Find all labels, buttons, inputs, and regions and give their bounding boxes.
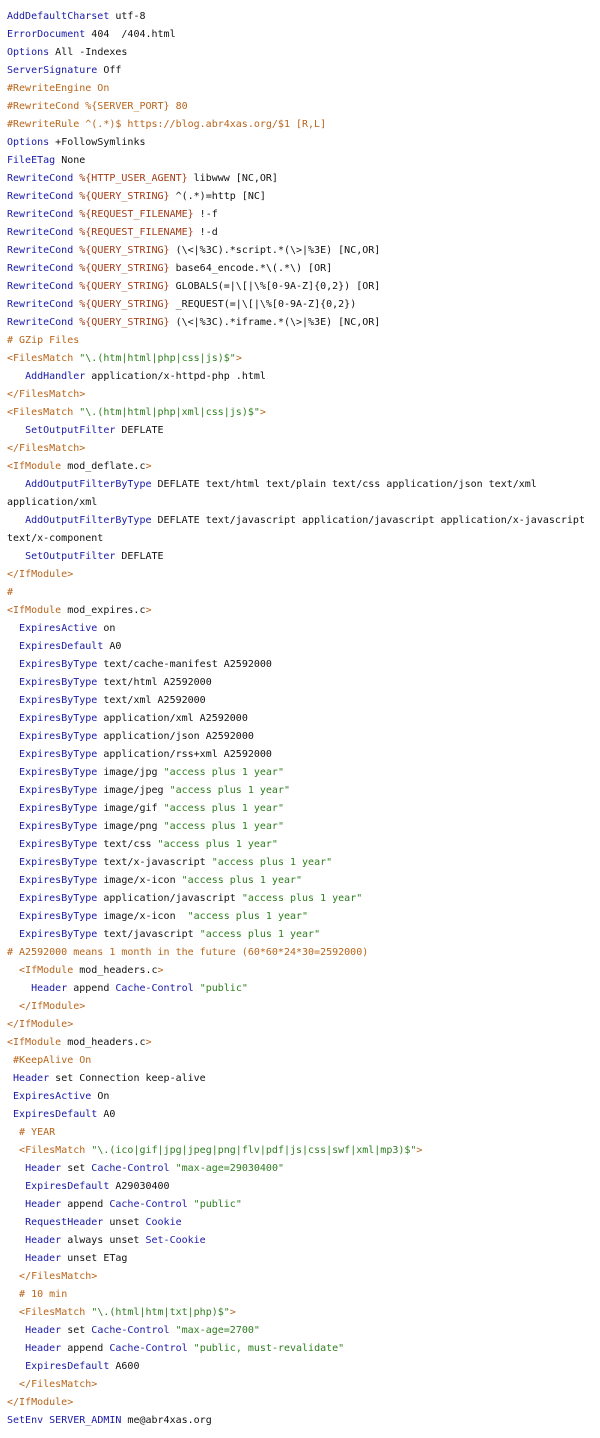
code-line	[7, 476, 600, 494]
string-token: "access plus 1 year"	[169, 785, 290, 796]
string-token: "access plus 1 year"	[157, 839, 278, 850]
directive-token: RewriteCond	[7, 209, 74, 220]
code-line	[7, 242, 600, 260]
directive-token: RewriteCond	[7, 299, 74, 310]
directive-token: Header	[13, 1073, 50, 1084]
variable-token: %{REQUEST_FILENAME}	[79, 227, 194, 238]
code-line	[7, 1142, 600, 1160]
tag-token: >	[229, 1307, 236, 1318]
directive-token: Set-Cookie	[145, 1235, 206, 1246]
code-line	[7, 1376, 600, 1394]
code-line	[7, 1340, 600, 1358]
code-line	[7, 656, 600, 674]
directive-token: ExpiresActive	[19, 623, 98, 634]
text-token: application/rss+xml A2592000	[97, 749, 272, 760]
tag-token: </IfModule>	[19, 1001, 86, 1012]
text-token: application/x-httpd-php .html	[85, 371, 266, 382]
code-line	[7, 1268, 600, 1286]
text-token: !-d	[193, 227, 218, 238]
directive-token: ExpiresByType	[19, 893, 98, 904]
directive-token: SetOutputFilter	[25, 425, 116, 436]
text-token: _REQUEST(=|\[|\%[0-9A-Z]{0,2})	[169, 299, 357, 310]
variable-token: %{HTTP_USER_AGENT}	[79, 173, 188, 184]
text-token: A0	[103, 641, 122, 652]
directive-token: SetEnv	[7, 1415, 44, 1426]
text-token	[7, 1217, 25, 1228]
directive-token: ExpiresByType	[19, 857, 98, 868]
code-line	[7, 944, 600, 962]
tag-token: >	[235, 353, 242, 364]
text-token: append	[67, 983, 116, 994]
text-token: image/gif	[97, 803, 164, 814]
text-token: set	[61, 1163, 92, 1174]
text-token	[7, 857, 19, 868]
text-token: ^(.*)=http [NC]	[169, 191, 266, 202]
code-line	[7, 1196, 600, 1214]
text-token	[7, 515, 25, 526]
code-line	[7, 116, 600, 134]
directive-token: RewriteCond	[7, 173, 74, 184]
string-token: "access plus 1 year"	[163, 803, 284, 814]
text-token: append	[61, 1343, 110, 1354]
code-line	[7, 854, 600, 872]
directive-token: ExpiresDefault	[13, 1109, 98, 1120]
code-line	[7, 296, 600, 314]
string-token: "\.(ico|gif|jpg|jpeg|png|flv|pdf|js|css|swf|xml|mp3)$"	[91, 1145, 417, 1156]
directive-token: Header	[25, 1199, 62, 1210]
string-token: "access plus 1 year"	[163, 821, 284, 832]
text-token: always unset	[61, 1235, 146, 1246]
text-token: (\<|%3C).*script.*(\>|%3E) [NC,OR]	[169, 245, 381, 256]
variable-token: %{QUERY_STRING}	[79, 245, 170, 256]
directive-token: ExpiresDefault	[25, 1181, 110, 1192]
directive-token: ExpiresByType	[19, 731, 98, 742]
text-token	[7, 911, 19, 922]
text-token	[7, 749, 19, 760]
code-line	[7, 404, 600, 422]
text-token: text/xml A2592000	[97, 695, 206, 706]
text-token: !-f	[193, 209, 218, 220]
directive-token: RequestHeader	[25, 1217, 104, 1228]
code-line	[7, 386, 600, 404]
text-token: application/json A2592000	[97, 731, 254, 742]
string-token: "\.(htm|html|php|xml|css|js)$"	[79, 407, 260, 418]
comment-token: #RewriteCond %{SERVER_PORT} 80	[7, 101, 188, 112]
text-token	[7, 425, 25, 436]
code-line	[7, 1322, 600, 1340]
tag-token: </FilesMatch>	[19, 1271, 98, 1282]
directive-token: ExpiresByType	[19, 929, 98, 940]
comment-token: # GZip Files	[7, 335, 80, 346]
variable-token: %{QUERY_STRING}	[79, 299, 170, 310]
directive-token: ExpiresByType	[19, 803, 98, 814]
text-token: image/x-icon	[97, 875, 182, 886]
directive-token: ExpiresDefault	[25, 1361, 110, 1372]
text-token: Off	[97, 65, 122, 76]
directive-token: ExpiresByType	[19, 677, 98, 688]
code-line	[7, 1286, 600, 1304]
tag-token: >	[416, 1145, 423, 1156]
text-token: unset ETag	[61, 1253, 128, 1264]
directive-token: ExpiresByType	[19, 911, 98, 922]
text-token	[7, 1325, 25, 1336]
code-line	[7, 800, 600, 818]
code-line	[7, 1304, 600, 1322]
code-line	[7, 1070, 600, 1088]
text-token: set	[61, 1325, 92, 1336]
directive-token: Cache-Control	[109, 1343, 188, 1354]
code-line	[7, 1358, 600, 1376]
text-token: text/javascript	[97, 929, 200, 940]
code-line	[7, 458, 600, 476]
directive-token: ExpiresByType	[19, 713, 98, 724]
code-line	[7, 152, 600, 170]
text-token: image/jpeg	[97, 785, 170, 796]
code-line	[7, 512, 600, 530]
text-token	[7, 785, 19, 796]
code-line	[7, 1088, 600, 1106]
directive-token: AddOutputFilterByType	[25, 479, 152, 490]
code-line	[7, 1178, 600, 1196]
text-token	[7, 1271, 19, 1282]
tag-token: </IfModule>	[7, 1397, 74, 1408]
directive-token: ErrorDocument	[7, 29, 86, 40]
text-token	[7, 821, 19, 832]
comment-token: # A2592000 means 1 month in the future (60*60*24*30=2592000)	[7, 947, 369, 958]
directive-token: ExpiresByType	[19, 695, 98, 706]
code-line	[7, 1106, 600, 1124]
text-token: (\<|%3C).*iframe.*(\>|%3E) [NC,OR]	[169, 317, 381, 328]
string-token: "access plus 1 year"	[187, 911, 309, 922]
code-line	[7, 80, 600, 98]
string-token: "public, must-revalidate"	[193, 1343, 345, 1354]
string-token: "max-age=29030400"	[175, 1163, 284, 1174]
text-token: on	[97, 623, 116, 634]
code-line	[7, 1160, 600, 1178]
directive-token: ExpiresByType	[19, 785, 98, 796]
tag-token: >	[145, 1037, 152, 1048]
code-line	[7, 314, 600, 332]
text-token: DEFLATE text/html text/plain text/css application/json text/xml	[151, 479, 537, 490]
tag-token: <IfModule	[7, 1037, 62, 1048]
directive-token: AddDefaultCharset	[7, 11, 110, 22]
text-token	[7, 1181, 25, 1192]
code-line	[7, 1394, 600, 1412]
text-token: append	[61, 1199, 110, 1210]
code-line	[7, 278, 600, 296]
code-line	[7, 566, 600, 584]
code-line	[7, 98, 600, 116]
text-token: DEFLATE	[115, 425, 164, 436]
directive-token: Cache-Control	[91, 1163, 170, 1174]
directive-token: SERVER_ADMIN	[49, 1415, 122, 1426]
text-token	[7, 983, 31, 994]
text-token: utf-8	[109, 11, 146, 22]
code-line	[7, 908, 600, 926]
text-token: application/xml A2592000	[97, 713, 248, 724]
comment-token: # YEAR	[19, 1127, 56, 1138]
text-token: set Connection keep-alive	[49, 1073, 206, 1084]
comment-token: #RewriteRule ^(.*)$ https://blog.abr4xas.org/$1 [R,L]	[7, 119, 327, 130]
text-token	[7, 929, 19, 940]
directive-token: ExpiresByType	[19, 821, 98, 832]
string-token: "\.(htm|html|php|css|js)$"	[79, 353, 236, 364]
code-line	[7, 1034, 600, 1052]
directive-token: ExpiresDefault	[19, 641, 104, 652]
tag-token: <FilesMatch	[19, 1307, 86, 1318]
code-line	[7, 692, 600, 710]
string-token: "access plus 1 year"	[163, 767, 284, 778]
text-token	[7, 1235, 25, 1246]
code-line	[7, 620, 600, 638]
code-line	[7, 260, 600, 278]
variable-token: %{REQUEST_FILENAME}	[79, 209, 194, 220]
code-line	[7, 8, 600, 26]
code-line	[7, 530, 600, 548]
string-token: "access plus 1 year"	[199, 929, 321, 940]
code-line	[7, 1250, 600, 1268]
variable-token: %{QUERY_STRING}	[79, 191, 170, 202]
text-token	[7, 839, 19, 850]
directive-token: Options	[7, 137, 50, 148]
directive-token: RewriteCond	[7, 281, 74, 292]
text-token: A0	[97, 1109, 116, 1120]
directive-token: Cache-Control	[115, 983, 194, 994]
text-token	[7, 1379, 19, 1390]
directive-token: Header	[31, 983, 68, 994]
text-token	[7, 875, 19, 886]
directive-token: AddOutputFilterByType	[25, 515, 152, 526]
code-line	[7, 422, 600, 440]
directive-token: Header	[25, 1325, 62, 1336]
tag-token: <FilesMatch	[19, 1145, 86, 1156]
text-token	[7, 1199, 25, 1210]
comment-token: # 10 min	[19, 1289, 68, 1300]
code-line	[7, 872, 600, 890]
code-line	[7, 584, 600, 602]
string-token: "access plus 1 year"	[181, 875, 303, 886]
code-line	[7, 224, 600, 242]
text-token: mod_headers.c	[73, 965, 158, 976]
string-token: "\.(html|htm|txt|php)$"	[91, 1307, 230, 1318]
code-line	[7, 674, 600, 692]
code-line	[7, 350, 600, 368]
code-line	[7, 1052, 600, 1070]
code-line	[7, 1214, 600, 1232]
tag-token: </IfModule>	[7, 569, 74, 580]
directive-token: Cookie	[145, 1217, 182, 1228]
text-token: me@abr4xas.org	[121, 1415, 212, 1426]
text-token: mod_deflate.c	[61, 461, 146, 472]
code-line	[7, 62, 600, 80]
text-token	[7, 659, 19, 670]
directive-token: Cache-Control	[91, 1325, 170, 1336]
text-token	[7, 1343, 25, 1354]
text-token: application/xml	[7, 497, 98, 508]
tag-token: <IfModule	[7, 461, 62, 472]
text-token: text/x-component	[7, 533, 104, 544]
directive-token: RewriteCond	[7, 317, 74, 328]
tag-token: >	[145, 461, 152, 472]
code-line	[7, 980, 600, 998]
code-line	[7, 368, 600, 386]
directive-token: Header	[25, 1343, 62, 1354]
tag-token: </FilesMatch>	[7, 389, 86, 400]
string-token: "access plus 1 year"	[211, 857, 333, 868]
text-token: base64_encode.*\(.*\) [OR]	[169, 263, 333, 274]
text-token	[7, 767, 19, 778]
code-line	[7, 206, 600, 224]
code-line	[7, 890, 600, 908]
code-line	[7, 440, 600, 458]
directive-token: ExpiresByType	[19, 767, 98, 778]
tag-token: >	[145, 605, 152, 616]
text-token: libwww [NC,OR]	[187, 173, 278, 184]
directive-token: RewriteCond	[7, 263, 74, 274]
directive-token: Header	[25, 1163, 62, 1174]
code-line	[7, 602, 600, 620]
code-line	[7, 998, 600, 1016]
directive-token: Cache-Control	[109, 1199, 188, 1210]
text-token: mod_expires.c	[61, 605, 146, 616]
text-token: application/javascript	[97, 893, 242, 904]
directive-token: RewriteCond	[7, 227, 74, 238]
code-line	[7, 134, 600, 152]
tag-token: <FilesMatch	[7, 353, 74, 364]
code-line	[7, 1016, 600, 1034]
code-line	[7, 818, 600, 836]
directive-token: FileETag	[7, 155, 56, 166]
string-token: "access plus 1 year"	[241, 893, 363, 904]
code-line	[7, 44, 600, 62]
text-token	[7, 965, 19, 976]
text-token	[7, 1127, 19, 1138]
code-line	[7, 494, 600, 512]
directive-token: AddHandler	[25, 371, 86, 382]
code-line	[7, 836, 600, 854]
code-line	[7, 638, 600, 656]
text-token: GLOBALS(=|\[|\%[0-9A-Z]{0,2}) [OR]	[169, 281, 381, 292]
text-token	[7, 1163, 25, 1174]
text-token	[7, 677, 19, 688]
text-token	[7, 1307, 19, 1318]
code-line	[7, 764, 600, 782]
directive-token: ExpiresByType	[19, 749, 98, 760]
string-token: "max-age=2700"	[175, 1325, 260, 1336]
tag-token: >	[259, 407, 266, 418]
string-token: "public"	[193, 1199, 242, 1210]
text-token	[7, 713, 19, 724]
text-token	[7, 641, 19, 652]
text-token	[7, 1289, 19, 1300]
directive-token: ExpiresByType	[19, 875, 98, 886]
text-token	[7, 1145, 19, 1156]
text-token: All -Indexes	[49, 47, 128, 58]
text-token	[7, 731, 19, 742]
text-token: text/cache-manifest A2592000	[97, 659, 272, 670]
text-token: text/html A2592000	[97, 677, 212, 688]
text-token: A600	[109, 1361, 140, 1372]
code-line	[7, 548, 600, 566]
tag-token: <FilesMatch	[7, 407, 74, 418]
text-token: 404 /404.html	[85, 29, 176, 40]
code-line	[7, 728, 600, 746]
text-token: mod_headers.c	[61, 1037, 146, 1048]
tag-token: </FilesMatch>	[7, 443, 86, 454]
text-token: image/png	[97, 821, 164, 832]
text-token	[7, 803, 19, 814]
code-line	[7, 926, 600, 944]
text-token: DEFLATE	[115, 551, 164, 562]
text-token: On	[91, 1091, 110, 1102]
directive-token: Header	[25, 1235, 62, 1246]
directive-token: RewriteCond	[7, 245, 74, 256]
code-line	[7, 962, 600, 980]
text-token	[7, 1253, 25, 1264]
directive-token: RewriteCond	[7, 191, 74, 202]
tag-token: <IfModule	[19, 965, 74, 976]
text-token	[7, 371, 25, 382]
text-token: text/x-javascript	[97, 857, 212, 868]
text-token: text/css	[97, 839, 158, 850]
text-token: image/jpg	[97, 767, 164, 778]
code-line	[7, 188, 600, 206]
text-token: image/x-icon	[97, 911, 188, 922]
code-line	[7, 1232, 600, 1250]
text-token	[7, 479, 25, 490]
text-token: A29030400	[109, 1181, 170, 1192]
text-token: +FollowSymlinks	[49, 137, 146, 148]
directive-token: ExpiresByType	[19, 659, 98, 670]
text-token	[7, 551, 25, 562]
variable-token: %{QUERY_STRING}	[79, 263, 170, 274]
comment-token: #	[7, 587, 14, 598]
text-token: DEFLATE text/javascript application/javascript application/x-javascript	[151, 515, 585, 526]
directive-token: ServerSignature	[7, 65, 98, 76]
variable-token: %{QUERY_STRING}	[79, 317, 170, 328]
code-line	[7, 332, 600, 350]
tag-token: >	[157, 965, 164, 976]
text-token	[7, 1361, 25, 1372]
string-token: "public"	[199, 983, 248, 994]
comment-token: #KeepAlive On	[13, 1055, 92, 1066]
code-line	[7, 746, 600, 764]
code-line	[7, 1412, 600, 1430]
directive-token: Header	[25, 1253, 62, 1264]
code-line	[7, 710, 600, 728]
text-token	[7, 695, 19, 706]
text-token	[7, 893, 19, 904]
tag-token: </IfModule>	[7, 1019, 74, 1030]
text-token	[7, 1001, 19, 1012]
directive-token: Options	[7, 47, 50, 58]
code-line	[7, 1124, 600, 1142]
code-line	[7, 26, 600, 44]
variable-token: %{QUERY_STRING}	[79, 281, 170, 292]
tag-token: <IfModule	[7, 605, 62, 616]
directive-token: ExpiresActive	[13, 1091, 92, 1102]
text-token: unset	[103, 1217, 146, 1228]
comment-token: #RewriteEngine On	[7, 83, 110, 94]
text-token	[7, 623, 19, 634]
code-line	[7, 782, 600, 800]
code-line	[7, 170, 600, 188]
directive-token: SetOutputFilter	[25, 551, 116, 562]
text-token: None	[55, 155, 86, 166]
directive-token: ExpiresByType	[19, 839, 98, 850]
tag-token: </FilesMatch>	[19, 1379, 98, 1390]
